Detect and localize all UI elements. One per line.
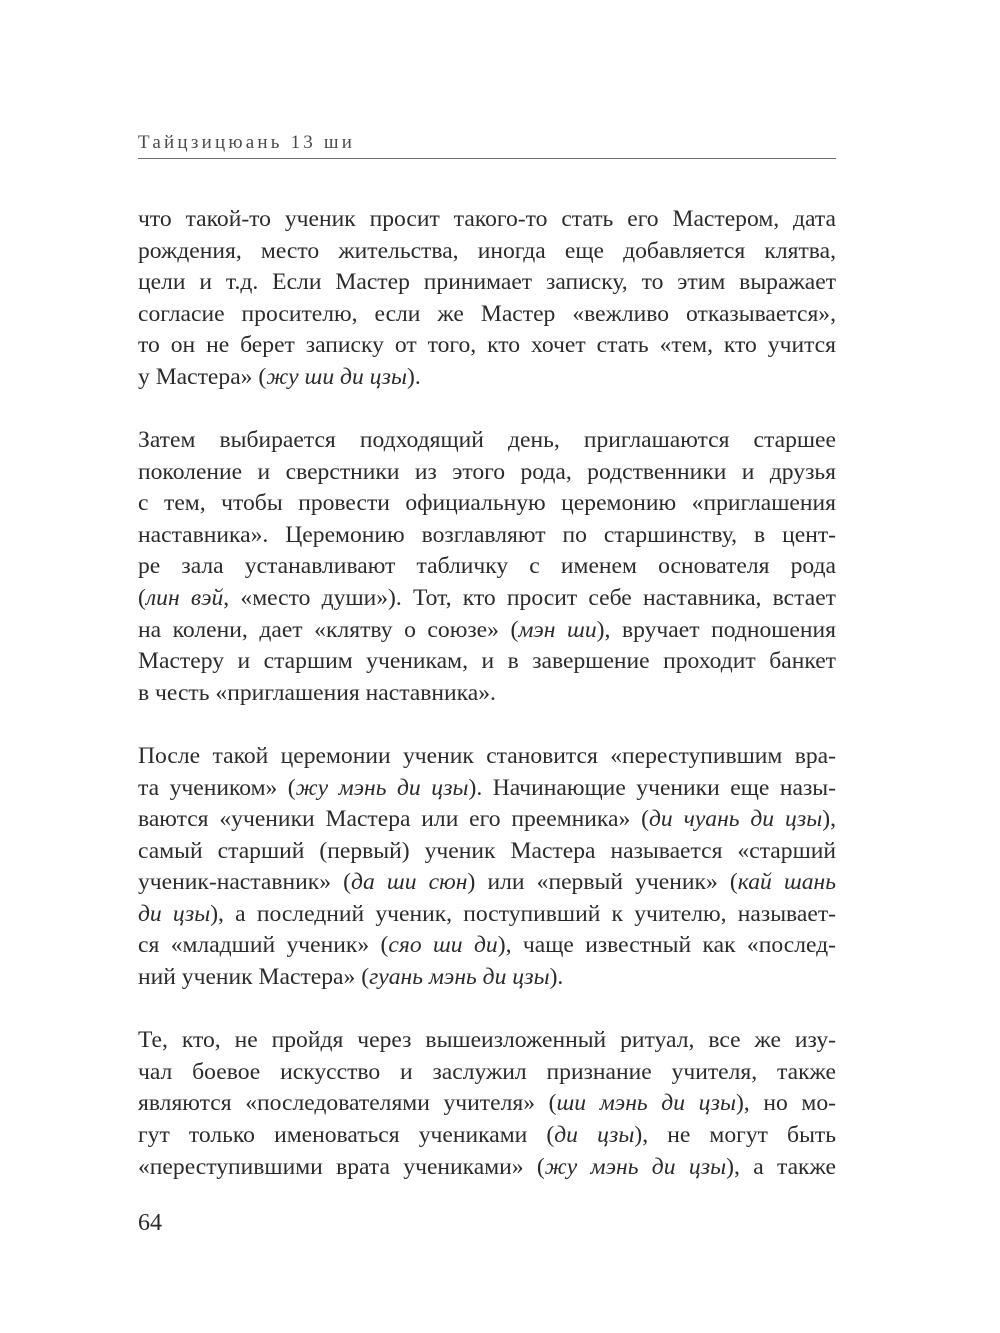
text-run: что такой-то ученик просит такого-то стать его Мастером, дата bbox=[138, 206, 836, 232]
text-run: гут только именоваться учениками ( bbox=[138, 1121, 555, 1148]
text-line bbox=[138, 204, 836, 236]
running-head bbox=[138, 128, 836, 159]
text-run: чал боевое искусство и заслужил признание учителя, также bbox=[138, 1058, 836, 1085]
text-run: ваются «ученики Мастера или его преемника» ( bbox=[138, 806, 649, 833]
text-run: ), не могут быть bbox=[634, 1121, 836, 1148]
text-line bbox=[138, 425, 836, 457]
text-line bbox=[138, 804, 836, 836]
italic-term: да ши сюн bbox=[351, 869, 468, 896]
text-run: ре зала устанавливают табличку с именем основателя рода bbox=[138, 553, 836, 580]
text-run: ), а также bbox=[726, 1153, 836, 1180]
italic-term: жу ши ди цзы bbox=[266, 363, 407, 390]
italic-term: жу мэнь ди цзы bbox=[544, 1153, 727, 1180]
text-run: наставника». Церемонию возглавляют по старшинству, в цент- bbox=[138, 521, 836, 548]
text-run: ), вручает подношения bbox=[596, 616, 837, 643]
text-line bbox=[138, 457, 836, 489]
text-line bbox=[138, 236, 836, 268]
text-line bbox=[138, 836, 836, 868]
text-line bbox=[138, 551, 836, 583]
text-run: Мастеру и старшим ученикам, и в завершение проходит банкет bbox=[138, 648, 836, 675]
text-line bbox=[138, 741, 836, 773]
text-line bbox=[138, 646, 836, 678]
text-run: с тем, чтобы провести официальную церемонию «приглашения bbox=[138, 490, 836, 517]
text-run: ) или «первый ученик» ( bbox=[467, 869, 738, 896]
text-run: являются «последователями учителя» ( bbox=[138, 1090, 557, 1117]
text-line bbox=[138, 330, 836, 362]
text-line bbox=[138, 899, 836, 931]
text-run: самый старший (первый) ученик Мастера называется «старший bbox=[138, 837, 836, 864]
text-run: ученик-наставник» ( bbox=[138, 869, 352, 896]
text-line bbox=[138, 583, 836, 615]
text-line bbox=[138, 962, 836, 994]
text-run: ( bbox=[138, 585, 146, 612]
text-run: ний ученик Мастера» ( bbox=[138, 964, 370, 991]
text-run: та учеником» ( bbox=[138, 774, 296, 801]
text-line bbox=[138, 1120, 836, 1152]
text-line bbox=[138, 362, 836, 394]
text-run: рождения, место жительства, иногда еще добавляется клятва, bbox=[138, 237, 836, 264]
text-line bbox=[138, 520, 836, 552]
text-run: ), но мо- bbox=[735, 1090, 836, 1117]
text-line bbox=[138, 930, 836, 962]
paragraph-1 bbox=[138, 204, 836, 394]
text-run: , «место души»). Тот, кто просит себе наставника, встает bbox=[223, 585, 836, 612]
paragraph-4 bbox=[138, 1025, 836, 1183]
italic-term: ди чуань ди цзы bbox=[649, 806, 823, 833]
running-head-title: Тайцзицюань 13 ши bbox=[138, 132, 356, 153]
text-run: у Мастера» ( bbox=[138, 363, 267, 390]
text-line bbox=[138, 773, 836, 805]
text-run: ). bbox=[549, 964, 564, 991]
text-run: ся «младший ученик» ( bbox=[138, 932, 389, 959]
text-line bbox=[138, 488, 836, 520]
text-run: в честь «приглашения наставника». bbox=[138, 679, 496, 706]
text-line bbox=[138, 615, 836, 647]
text-run: «переступившими врата учениками» ( bbox=[138, 1153, 545, 1180]
text-line bbox=[138, 267, 836, 299]
text-run: Те, кто, не пройдя через вышеизложенный ритуал, все же изу- bbox=[138, 1027, 836, 1054]
text-run: Затем выбирается подходящий день, приглашаются старшее bbox=[138, 427, 836, 454]
italic-term: ди цзы bbox=[138, 900, 211, 927]
text-line bbox=[138, 1025, 836, 1057]
text-line bbox=[138, 678, 836, 710]
text-line bbox=[138, 1152, 836, 1184]
text-line bbox=[138, 1088, 836, 1120]
text-run: ), bbox=[822, 806, 836, 833]
paragraph-2 bbox=[138, 425, 836, 709]
italic-term: жу мэнь ди цзы bbox=[295, 774, 469, 801]
text-run: цели и т.д. Если Мастер принимает записку, то этим выражает bbox=[138, 269, 836, 296]
text-run: поколение и сверстники из этого рода, родственники и друзья bbox=[138, 458, 836, 485]
body-text bbox=[138, 204, 836, 1215]
italic-term: ши мэнь ди цзы bbox=[556, 1090, 736, 1117]
text-run: После такой церемонии ученик становится «переступившим вра- bbox=[138, 742, 836, 769]
italic-term: сяо ши ди bbox=[388, 932, 498, 959]
italic-term: ди цзы bbox=[554, 1121, 635, 1148]
text-line bbox=[138, 299, 836, 331]
text-line bbox=[138, 867, 836, 899]
text-line bbox=[138, 1057, 836, 1089]
text-run: ), чаще известный как «послед- bbox=[497, 932, 836, 959]
text-run: ), а последний ученик, поступивший к учителю, называет- bbox=[210, 900, 836, 927]
text-run: ). bbox=[406, 363, 421, 390]
italic-term: лин вэй bbox=[145, 585, 224, 612]
text-run: согласие просителю, если же Мастер «вежливо отказывается», bbox=[138, 300, 836, 327]
text-run: на колени, дает «клятву о союзе» ( bbox=[138, 616, 519, 643]
italic-term: гуань мэнь ди цзы bbox=[369, 964, 550, 991]
text-run: то он не берет записку от того, кто хочет стать «тем, кто учится bbox=[138, 332, 836, 359]
italic-term: мэн ши bbox=[518, 616, 597, 643]
paragraph-3 bbox=[138, 741, 836, 994]
page-number: 64 bbox=[138, 1210, 162, 1236]
text-run: ). Начинающие ученики еще назы- bbox=[468, 774, 836, 801]
italic-term: кай шань bbox=[737, 869, 837, 896]
